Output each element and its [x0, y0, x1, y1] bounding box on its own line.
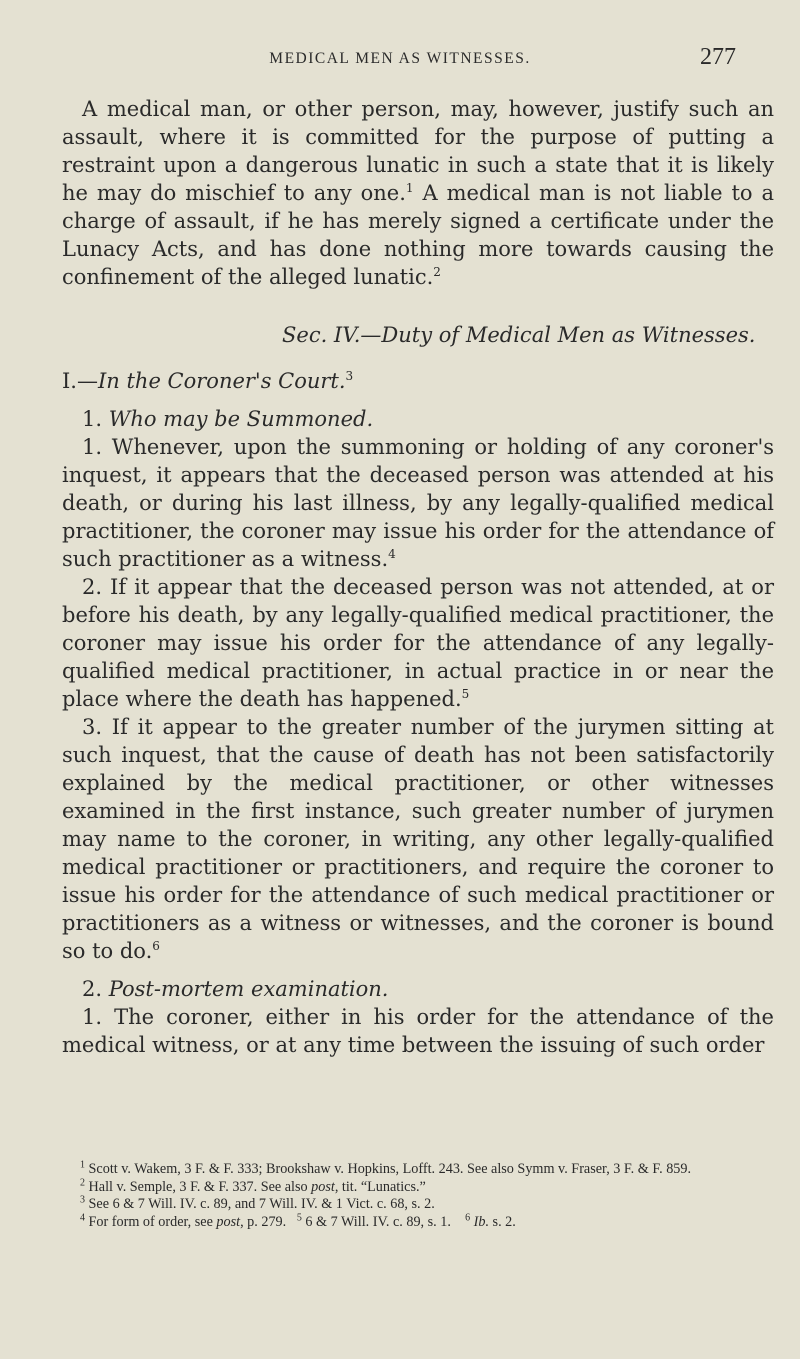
section-heading: Sec. IV.—Duty of Medical Men as Witnesses. [282, 323, 756, 347]
footnote-ref[interactable]: 2 [433, 265, 441, 279]
paragraph-1: 1. Whenever, upon the summoning or holding of any coroner's inquest, it appears that the deceased person was attended at his death, or during his last illness, by any legally-qualified medical practitioner, the coroner may issue his order for the attendance of such practitioner as a witness.$^4$ [62, 435, 774, 571]
footnote-4-5-6: $^4$ For form of order, see post, p. 279. $^5$ 6 & 7 Will. IV. c. 89, s. 1. $^6$ Ib. s. 2. [80, 1211, 516, 1230]
footnote-ref[interactable]: 6 [152, 939, 160, 953]
footnote-2: $^2$ Hall v. Semple, 3 F. & F. 337. See also post, tit. “Lunatics.” [80, 1176, 426, 1195]
footnote-ref[interactable]: 3 [345, 369, 354, 383]
footnote-ref[interactable]: 4 [388, 547, 396, 561]
topic-heading-1: 1. Who may be Summoned. [82, 407, 374, 431]
footnote-ref[interactable]: 5 [461, 687, 470, 701]
intro-paragraph: A medical man, or other person, may, however, justify such an assault, where it is committed for the purpose of putting a restraint upon a dangerous lunatic in such a state that it is likely he may do mischief to any one.$^1$ A medical man is not liable to a charge of assault, if he has merely signed a certificate under the Lunacy Acts, and has done nothing more towards causing the confinement of the alleged lunatic.$^2$ [62, 97, 774, 289]
page-number: 277 [700, 44, 736, 70]
body-text [62, 95, 774, 1059]
footnote-ref[interactable]: 1 [405, 181, 414, 195]
footnote-1: $^1$ Scott v. Wakem, 3 F. & F. 333; Brookshaw v. Hopkins, Lofft. 243. See also Symm v. Fraser, 3 F. & F. 859. [80, 1159, 692, 1177]
footnotes [62, 1161, 774, 1231]
paragraph-3: 3. If it appear to the greater number of the jurymen sitting at such inquest, that the cause of death has not been satisfactorily explained by the medical practitioner, or other witnesses examined in the first instance, such greater number of jurymen may name to the coroner, in writing, any other legally-qualified medical practitioner or practitioners, and require the coroner to issue his order for the attendance of such medical practitioner or practitioners as a witness or witnesses, and the coroner is bound so to do.$^6$ [62, 715, 774, 963]
running-title: MEDICAL MEN AS WITNESSES. [269, 50, 531, 67]
footnote-3: $^3$ See 6 & 7 Will. IV. c. 89, and 7 Will. IV. & 1 Vict. c. 68, s. 2. [80, 1194, 435, 1212]
subsection-heading: I.—In the Coroner's Court.$^3$ [62, 369, 354, 393]
paragraph-4: 1. The coroner, either in his order for the attendance of the medical witness, or at any time between the issuing of such order [62, 1005, 774, 1057]
paragraph-2: 2. If it appear that the deceased person was not attended, at or before his death, by any legally-qualified medical practitioner, the coroner may issue his order for the attendance of any legally-qualified medical practitioner, in actual practice in or near the place where the death has happened.$^5$ [62, 575, 774, 711]
topic-heading-2: 2. Post-mortem examination. [82, 977, 389, 1001]
